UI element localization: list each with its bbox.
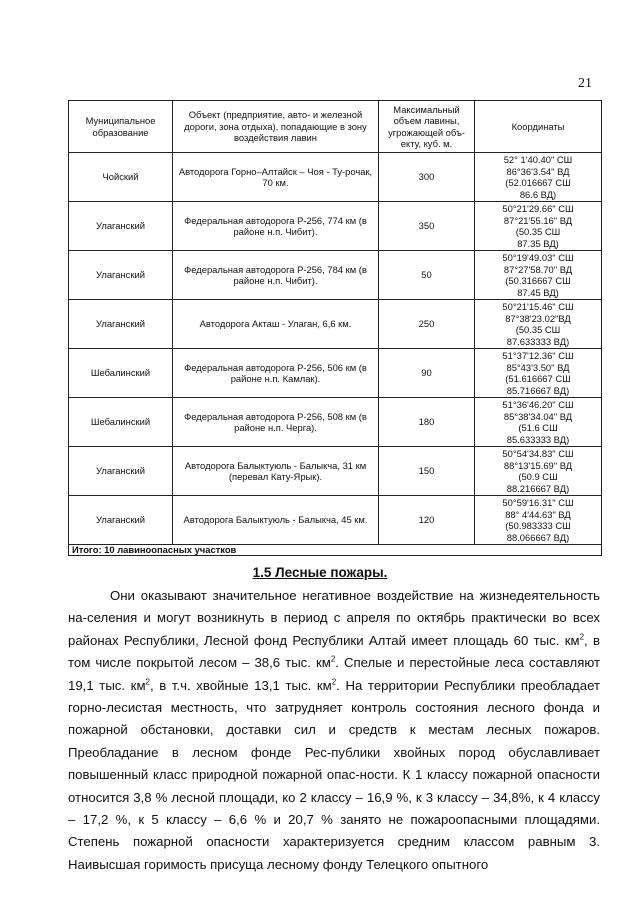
coord-lat: 50°21'29.66" СШ <box>502 203 574 214</box>
table-row <box>69 349 602 398</box>
paragraph-text: , в т.ч. хвойные 13,1 тыс. км <box>149 677 332 693</box>
coord-lat: 51°37'12.36" СШ <box>502 350 574 361</box>
cell-municipality: Шебалинский <box>69 349 173 398</box>
coord-lat: 50°54'34.83" СШ <box>502 448 574 459</box>
coord-lon: 86°36'3.54" ВД <box>506 165 570 177</box>
paragraph-text: . На территории Республики преобладает горно-лесистая местность, что затрудняет контроль состояния лесного фонда и пожарной обстановки, доставки сил и средств к местам лесных пожаров. Преобладание в лесном фонде Рес-публики хвойных пород обуславливает повышенный класс природной пожарной опас-ности. К 1 классу пожарной опасности относится 3,8 % лесной площади, ко 2 классу – 16,9 %, к 3 классу – 34,8%, к 4 классу – 17,2 %, к 5 классу – 6,6 % и 20,7 % занято не пожароопасными площадями. Степень пожарной опасности характеризуется средним классом равным 3. Наивысшая горимость присуща лесному фонду Телецкого опытного <box>68 677 601 872</box>
cell-object: Федеральная автодорога Р-256, 508 км (в районе н.п. Черга). <box>173 398 379 447</box>
coord-lat-decimal: (50.9 СШ <box>518 471 558 482</box>
cell-coordinates <box>475 447 602 496</box>
coord-lat-decimal: (50.35 СШ <box>515 324 561 335</box>
avalanche-table <box>68 100 602 556</box>
cell-municipality: Шебалинский <box>69 398 173 447</box>
cell-object: Федеральная автодорога Р-256, 784 км (в районе н.п. Чибит). <box>173 251 379 300</box>
cell-object: Федеральная автодорога Р-256, 506 км (в районе н.п. Камлак). <box>173 349 379 398</box>
body-paragraph <box>68 585 600 876</box>
superscript: 2 <box>330 654 336 664</box>
table-total: Итого: 10 лавиноопасных участков <box>69 545 602 556</box>
section-number: 1.5 <box>252 565 272 580</box>
cell-coordinates <box>475 202 602 251</box>
coord-lat-decimal: (51.6 СШ <box>518 422 558 433</box>
paragraph-text: , в том числе покрытой лесом – 38,6 тыс. км <box>68 632 600 671</box>
table-row <box>69 496 602 545</box>
coord-lon-decimal: 88.066667 ВД) <box>506 531 570 543</box>
table-row <box>69 300 602 349</box>
cell-coordinates <box>475 496 602 545</box>
superscript: 2 <box>145 677 150 687</box>
coord-lon: 87°27'58.70" ВД <box>503 263 573 275</box>
cell-municipality: Улаганский <box>69 300 173 349</box>
cell-object: Федеральная автодорога Р-256, 774 км (в районе н.п. Чибит). <box>173 202 379 251</box>
coord-lon: 87°21'55.16" ВД <box>503 214 573 226</box>
cell-volume: 250 <box>379 300 475 349</box>
cell-municipality: Чойский <box>69 153 173 202</box>
coord-lon: 85°38'34.04" ВД <box>503 410 573 422</box>
cell-volume: 120 <box>379 496 475 545</box>
coord-lon-decimal: 88.216667 ВД) <box>506 482 570 494</box>
coord-lat: 50°21'15.46" СШ <box>502 301 574 312</box>
page-number: 21 <box>578 76 592 91</box>
coord-lat-decimal: (50.983333 СШ <box>505 520 571 531</box>
cell-municipality: Улаганский <box>69 496 173 545</box>
coord-lat: 52° 1'40.40" СШ <box>503 154 573 165</box>
coord-lon: 87°38'23.02"ВД <box>505 312 571 324</box>
coord-lon-decimal: 86.6 ВД) <box>519 188 557 200</box>
coord-lat-decimal: (50.35 СШ <box>515 226 561 237</box>
cell-municipality: Улаганский <box>69 447 173 496</box>
cell-municipality: Улаганский <box>69 202 173 251</box>
coord-lon: 88° 4'44.63" ВД <box>505 508 571 520</box>
coord-lon-decimal: 87.35 ВД) <box>517 237 559 249</box>
cell-volume: 300 <box>379 153 475 202</box>
table-row <box>69 398 602 447</box>
cell-coordinates <box>475 251 602 300</box>
coord-lon: 85°43'3.50" ВД <box>506 361 570 373</box>
cell-object: Автодорога Акташ - Улаган, 6,6 км. <box>173 300 379 349</box>
cell-coordinates <box>475 349 602 398</box>
section-heading <box>0 565 640 580</box>
table-total-row <box>69 545 602 556</box>
cell-coordinates <box>475 300 602 349</box>
cell-volume: 90 <box>379 349 475 398</box>
coord-lon-decimal: 87.633333 ВД) <box>506 335 570 347</box>
cell-object: Автодорога Горно–Алтайск – Чоя - Ту-рочак, 70 км. <box>173 153 379 202</box>
coord-lon-decimal: 85.716667 ВД) <box>506 384 570 396</box>
superscript: 2 <box>331 677 337 687</box>
header-coordinates: Координаты <box>475 101 602 153</box>
header-volume: Максимальный объем лавины, угрожающей объ-екту, куб. м. <box>379 101 475 153</box>
superscript: 2 <box>579 632 585 642</box>
paragraph-text: Они оказывают значительное негативное воздействие на жизнедеятельность на-селения и могут возникнуть в период с апреля по октябрь практически во всех районах Республики, Лесной фонд Республики Алтай имеет площадь 60 тыс. км <box>68 588 600 648</box>
table-row <box>69 447 602 496</box>
coord-lon-decimal: 85.633333 ВД) <box>506 433 570 445</box>
coord-lat-decimal: (50.316667 СШ <box>505 275 571 286</box>
cell-object: Автодорога Балыктуюль - Балыкча, 45 км. <box>173 496 379 545</box>
coord-lat: 51°36'46.20" СШ <box>502 399 574 410</box>
section-title: Лесные пожары. <box>275 565 388 580</box>
table-header-row <box>69 101 602 153</box>
table-row <box>69 202 602 251</box>
coord-lat-decimal: (51.616667 СШ <box>505 373 571 384</box>
header-municipality: Муниципальное образование <box>69 101 173 153</box>
cell-volume: 180 <box>379 398 475 447</box>
cell-object: Автодорога Балыктуюль - Балыкча, 31 км (перевал Кату-Ярык). <box>173 447 379 496</box>
coord-lon-decimal: 87.45 ВД) <box>517 286 559 298</box>
table-row <box>69 251 602 300</box>
table-row <box>69 153 602 202</box>
coord-lon: 88°13'15.69" ВД <box>503 459 573 471</box>
cell-volume: 350 <box>379 202 475 251</box>
cell-coordinates <box>475 398 602 447</box>
cell-volume: 50 <box>379 251 475 300</box>
header-object: Объект (предприятие, авто- и железной дороги, зона отдыха), попадающие в зону воздействия лавин <box>173 101 379 153</box>
cell-coordinates <box>475 153 602 202</box>
coord-lat: 50°19'49.03" СШ <box>502 252 574 263</box>
coord-lat-decimal: (52.016667 СШ <box>505 177 571 188</box>
coord-lat: 50°59'16.31" СШ <box>502 497 574 508</box>
cell-municipality: Улаганский <box>69 251 173 300</box>
paragraph-text: . Спелые и перестойные леса составляют 19,1 тыс. км <box>68 655 600 693</box>
cell-volume: 150 <box>379 447 475 496</box>
